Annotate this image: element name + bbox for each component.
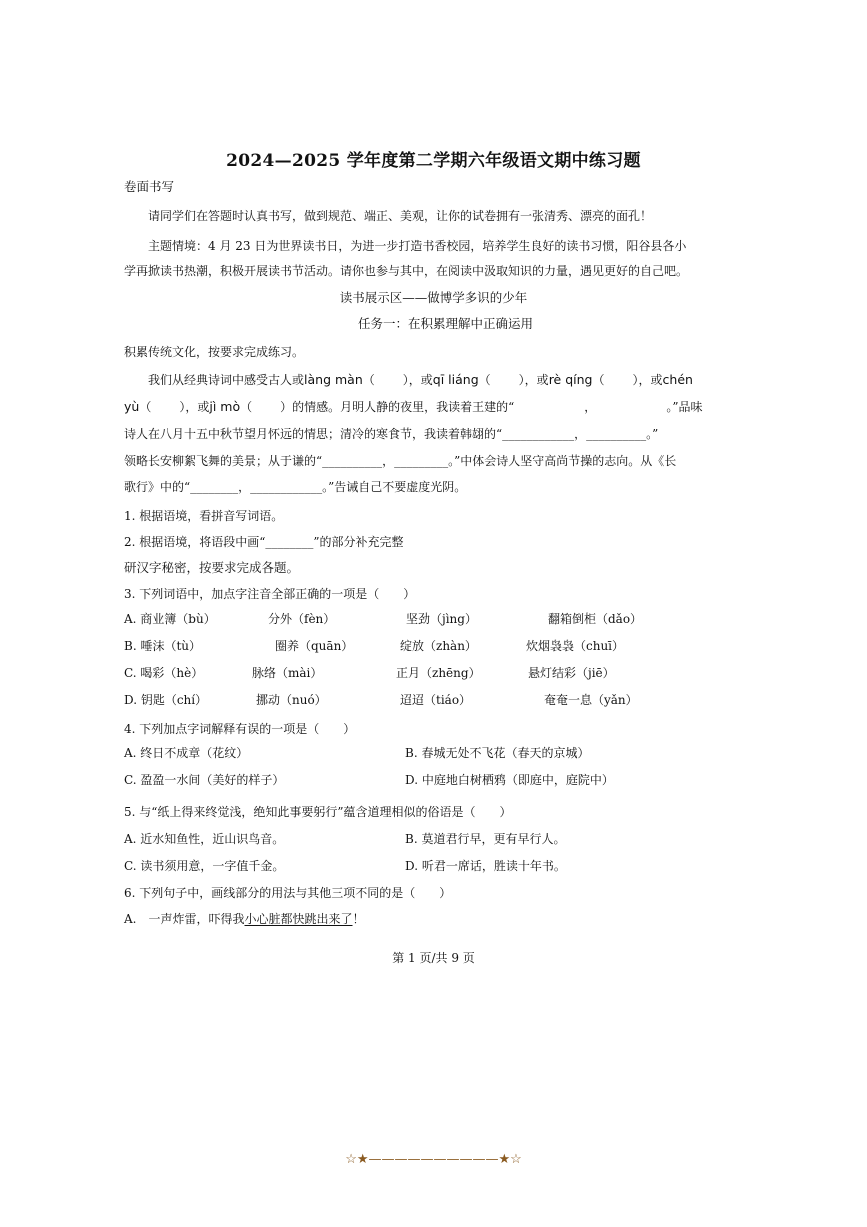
q3-option: 翻箱倒柜（dǎo） [548,612,643,626]
pinyin-1: làng màn [304,372,363,387]
q3-option: 圈养（quān） [275,639,354,653]
q3-option: 坚劲（jìng） [406,612,477,626]
q3-option[interactable]: C. 喝彩（hè） [124,666,204,680]
passage-text: ，或 [638,373,663,387]
q3-option[interactable]: D. 钥匙（chí） [124,693,208,707]
passage-text: ，或 [524,373,549,387]
task-title: 任务一：在积累理解中正确运用 [357,316,533,331]
pinyin-2: qī liáng [432,372,479,387]
q3-option: 脉络（mài） [252,666,323,680]
passage-line-1: 我们从经典诗词中感受古人或làng màn（ ），或qī liáng（ ），或rè qíng（ ），或chén [148,372,693,387]
page-number: 第 1 页/共 9 页 [392,951,475,965]
question-5: 5. 与“纸上得来终觉浅，绝知此事要躬行”蕴含道理相似的俗语是（ ） [124,805,512,819]
q4-option-b[interactable]: B. 春城无处不飞花（春天的京城） [405,746,590,760]
q4-option-a[interactable]: A. 终日不成章（花纹） [124,746,249,760]
theme-line-2: 学再掀读书热潮，积极开展读书节活动。请你也参与其中，在阅读中汲取知识的力量，遇见更好的自己吧。 [124,264,689,278]
page-title: 2024—2025 学年度第二学期六年级语文期中练习题 [226,151,641,171]
passage-text: 。”品味 [666,400,703,414]
pinyin-4b: yù [124,399,140,414]
section-handwriting: 卷面书写 [124,179,175,194]
q5-option-a[interactable]: A. 近水知鱼性，近山识鸟音。 [124,832,285,846]
passage-line-2: yù（ ），或jì mò（ ）的情感。月明人静的夜里，我读着王建的“ ， 。”品味 [124,399,703,414]
q3-option[interactable]: B. 唾沫（tù） [124,639,201,653]
q3-option: 绽放（zhàn） [400,639,477,653]
question-6: 6. 下列句子中，画线部分的用法与其他三项不同的是（ ） [124,886,452,900]
q3-option: 分外（fèn） [268,612,336,626]
footer-decoration: ☆★——————————★☆ [345,1152,522,1167]
q5-option-c[interactable]: C. 读书须用意，一字值千金。 [124,859,285,873]
passage-text: ，或 [185,400,210,414]
question-3: 3. 下列词语中，加点字注音全部正确的一项是（ ） [124,587,416,601]
q6-a-text: ！ [352,912,365,926]
q4-option-d[interactable]: D. 中庭地白树栖鸦（即庭中，庭院中） [405,773,614,787]
q5-option-d[interactable]: D. 听君一席话，胜读十年书。 [405,859,566,873]
question-2: 2. 根据语境，将语段中画“________”的部分补充完整 [124,535,404,549]
q3-option: 炊烟袅袅（chuī） [526,639,625,653]
pinyin-4: chén [662,372,693,387]
passage-line-3: 诗人在八月十五中秋节望月怀远的情思；清冷的寒食节，我读着韩翃的“____________，__________。” [124,427,659,441]
passage-text: 我们从经典诗词中感受古人或 [148,373,305,387]
q3-option: 奄奄一息（yǎn） [544,693,638,707]
q5-option-b[interactable]: B. 莫道君行早，更有早行人。 [405,832,566,846]
handwriting-note: 请同学们在答题时认真书写，做到规范、端正、美观，让你的试卷拥有一张清秀、漂亮的面孔！ [148,209,653,223]
passage-text: 的情感。月明人静的夜里，我读着王建的“ [292,400,515,414]
q6-option-a[interactable] [124,910,365,928]
q6-a-underlined: 小心脏都快跳出来了 [244,912,353,926]
theme-line-1: 主题情境：4 月 23 日为世界读书日，为进一步打造书香校园，培养学生良好的读书习惯，阳谷县各小 [148,239,687,253]
question-1: 1. 根据语境，看拼音写词语。 [124,509,284,523]
q6-a-text: A. 一声炸雷，吓得我 [124,912,245,926]
passage-line-5: 歌行》中的“________，____________。”告诫自己不要虚度光阴。 [124,480,467,494]
pinyin-3: rè qíng [548,372,593,387]
passage-line-4: 领略长安柳絮飞舞的美景；从于谦的“__________，_________。”中体会诗人坚守高尚节操的志向。从《长 [124,454,677,468]
intro-line: 积累传统文化，按要求完成练习。 [124,345,305,359]
question-4: 4. 下列加点字词解释有误的一项是（ ） [124,722,356,736]
q3-option: 挪动（nuó） [256,693,327,707]
passage-text: ，或 [408,373,433,387]
zone-title: 读书展示区——做博学多识的少年 [339,290,528,305]
question-2-intro: 研汉字秘密，按要求完成各题。 [124,560,300,575]
q3-option: 悬灯结彩（jiē） [528,666,615,680]
pinyin-5: jì mò [209,399,241,414]
q3-option: 迢迢（tiáo） [400,693,472,707]
q3-option[interactable]: A. 商业簿（bù） [124,612,216,626]
q3-option: 正月（zhēng） [396,666,481,680]
q4-option-c[interactable]: C. 盈盈一水间（美好的样子） [124,773,285,787]
